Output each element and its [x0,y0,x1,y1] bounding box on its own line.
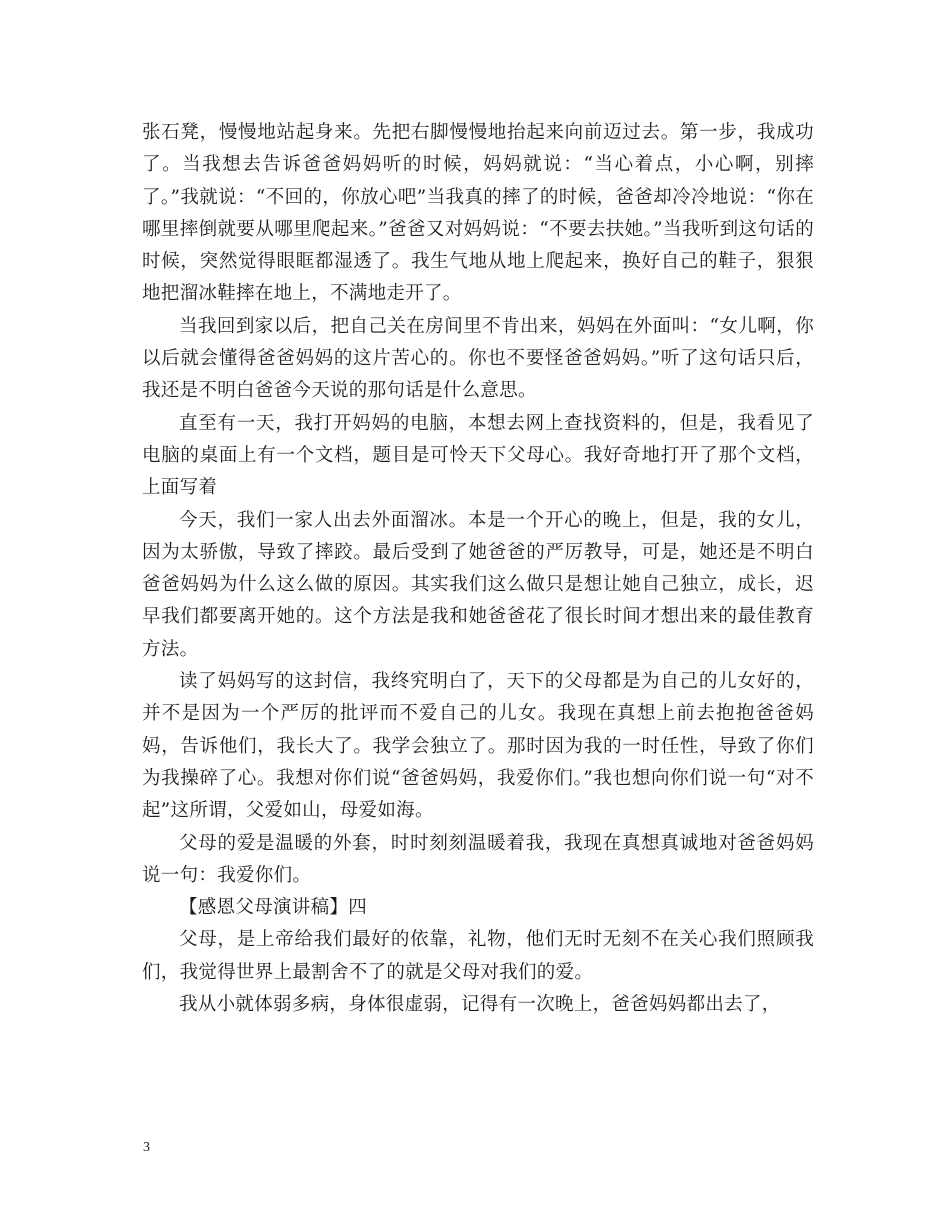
document-body [142,117,814,1021]
paragraph-continuation: 张石凳，慢慢地站起身来。先把右脚慢慢地抬起来向前迈过去。第一步，我成功了。当我想去告诉爸爸妈妈听的时候，妈妈就说：“当心着点，小心啊，别摔了。”我就说：“不回的，你放心吧”当我真的摔了的时候，爸爸却冷冷地说：“你在哪里摔倒就要从哪里爬起来。”爸爸又对妈妈说：“不要去扶她。”当我听到这句话的时候，突然觉得眼眶都湿透了。我生气地从地上爬起来，换好自己的鞋子，狠狠地把溜冰鞋摔在地上，不满地走开了。 [142,122,814,305]
paragraph: 今天，我们一家人出去外面溜冰。本是一个开心的晚上，但是，我的女儿，因为太骄傲，导致了摔跤。最后受到了她爸爸的严厉教导，可是，她还是不明白爸爸妈妈为什么这么做的原因。其实我们这么做只是想让她自己独立，成长，迟早我们都要离开她的。这个方法是我和她爸爸花了很长时间才想出来的最佳教育方法。 [142,509,814,660]
paragraph: 父母的爱是温暖的外套，时时刻刻温暖着我，我现在真想真诚地对爸爸妈妈说一句：我爱你们。 [142,832,814,886]
paragraph: 直至有一天，我打开妈妈的电脑，本想去网上查找资料的，但是，我看见了电脑的桌面上有一个文档，题目是可怜天下父母心。我好奇地打开了那个文档，上面写着 [142,412,814,499]
paragraph: 读了妈妈写的这封信，我终究明白了，天下的父母都是为自己的儿女好的，并不是因为一个严厉的批评而不爱自己的儿女。我现在真想上前去抱抱爸爸妈妈，告诉他们，我长大了。我学会独立了。那时因为我的一时任性，导致了你们为我操碎了心。我想对你们说“爸爸妈妈，我爱你们。”我也想向你们说一句“对不起”这所谓，父爱如山，母爱如海。 [142,671,814,822]
page-number: 3 [143,1140,150,1155]
section-heading: 【感恩父母演讲稿】四 [179,897,368,919]
paragraph: 我从小就体弱多病，身体很虚弱，记得有一次晚上，爸爸妈妈都出去了， [179,994,781,1016]
paragraph: 当我回到家以后，把自己关在房间里不肯出来，妈妈在外面叫：“女儿啊，你以后就会懂得爸爸妈妈的这片苦心的。你也不要怪爸爸妈妈。”听了这句话只后，我还是不明白爸爸今天说的那句话是什么意思。 [142,315,814,402]
paragraph: 父母，是上帝给我们最好的依靠，礼物，他们无时无刻不在关心我们照顾我们，我觉得世界上最割舍不了的就是父母对我们的爱。 [142,929,814,983]
